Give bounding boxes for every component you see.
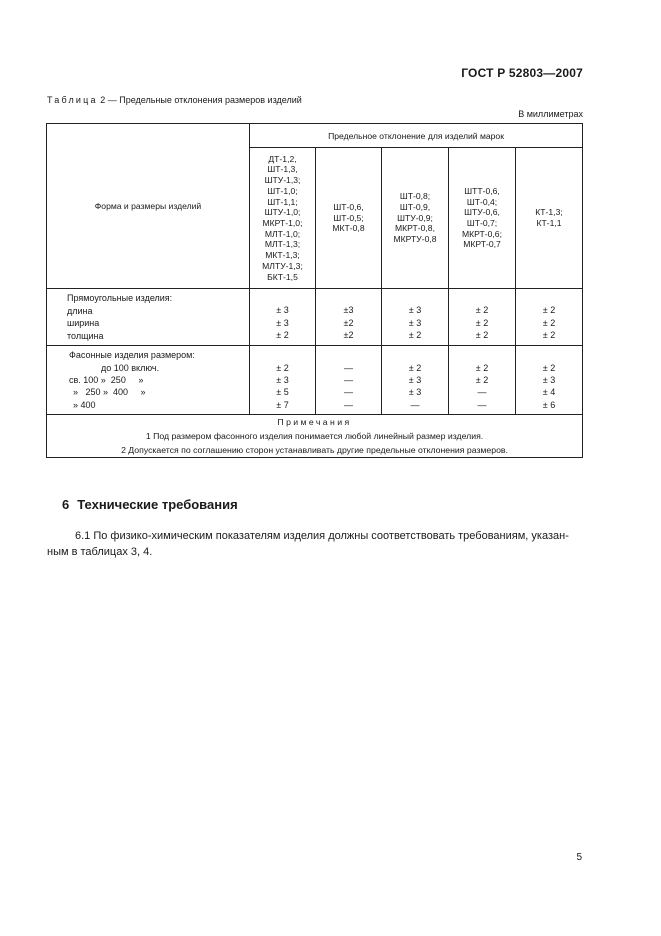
rect-dim-length: длина (67, 305, 93, 316)
value-cell: ± 2 (475, 330, 489, 341)
table-caption-label: Таблица (47, 95, 98, 105)
rect-dim-width: ширина (67, 318, 100, 329)
grade-item: МЛТ-1,3; (264, 239, 301, 250)
value-cell: ± 2 (542, 330, 556, 341)
paragraph-line-1: 6.1 По физико-химическим показателям изделия должны соответствовать требованиям, указан- (75, 530, 569, 542)
table-header-row-1 (47, 124, 583, 148)
table-caption (47, 95, 302, 105)
deviation-table (46, 123, 583, 458)
grade-item: ШТ-0,7; (466, 218, 498, 228)
table-units: В миллиметрах (518, 109, 583, 119)
value-cell: ± 3 (542, 374, 556, 385)
value-cell: ± 3 (408, 387, 422, 398)
grade-item: МЛТУ-1,3; (262, 260, 303, 271)
grade-item: ШТ-1,0; (267, 185, 298, 196)
value-cell: — (344, 399, 353, 410)
grade-col-3 (382, 148, 449, 289)
grade-col-2 (316, 148, 382, 289)
grade-item: ШТ-0,6, (333, 201, 364, 212)
value-cell: ± 3 (276, 317, 289, 328)
value-cell: ± 2 (276, 330, 289, 341)
value-cell: ± 3 (408, 317, 422, 328)
grade-item: МКТ-0,8 (332, 223, 365, 234)
rect-title: Прямоугольные изделия: (67, 293, 173, 303)
value-cell: ±2 (343, 317, 354, 328)
grade-col-5 (516, 148, 583, 289)
value-cell: ± 3 (276, 374, 289, 385)
shaped-size-100-250: св. 100 » 250 » (69, 374, 144, 385)
rect-values-col-4 (449, 289, 516, 346)
paragraph-line-2: ным в таблицах 3, 4. (47, 546, 153, 558)
shaped-size-250-400: » 250 » 400 » (73, 387, 146, 398)
grade-item: МКРТУ-0,8 (393, 234, 437, 245)
grade-item: ШТУ-0,9; (397, 212, 433, 223)
note-item-2: 2 Допускается по соглашению сторон устанавливать другие предельные отклонения размеров. (121, 444, 508, 455)
grade-item: ШТ-0,5; (333, 212, 364, 223)
form-size-header: Форма и размеры изделий (47, 124, 250, 289)
grade-item: КТ-1,1 (536, 218, 562, 228)
grade-item: ШТ-1,3, (267, 164, 298, 175)
table-caption-text: 2 — Предельные отклонения размеров изделий (100, 95, 302, 105)
grades-group-header: Предельное отклонение для изделий марок (250, 124, 583, 148)
value-cell: ± 2 (542, 362, 556, 373)
rect-dim-thickness: толщина (67, 330, 104, 341)
grade-item: МКРТ-0,6; (462, 228, 502, 239)
rect-labels (47, 289, 250, 346)
shaped-values-col-4 (449, 346, 516, 414)
value-cell: ± 2 (542, 305, 556, 316)
grade-item: МКРТ-1,0; (262, 218, 303, 228)
grade-item: ШТ-0,4; (466, 196, 498, 207)
value-cell: ± 2 (475, 374, 489, 385)
rect-values-col-2 (316, 289, 382, 346)
value-cell: ± 6 (542, 399, 556, 410)
shaped-values-col-1 (250, 346, 316, 414)
value-cell: ± 3 (408, 305, 422, 316)
shaped-values-col-2 (316, 346, 382, 414)
value-cell: — (344, 362, 353, 373)
section-paragraph (47, 528, 582, 560)
standard-designation: ГОСТ Р 52803—2007 (461, 66, 583, 80)
value-cell: ±2 (343, 330, 354, 341)
grade-item: ШТУ-1,3; (264, 175, 301, 186)
grade-item: МКТ-1,3; (265, 250, 300, 261)
value-cell: ±3 (343, 305, 354, 316)
shaped-size-up-to-100: до 100 включ. (101, 362, 160, 373)
value-cell: — (410, 399, 420, 410)
section-title: Технические требования (77, 497, 238, 512)
grade-item: ШТТ-0,6, (464, 185, 500, 196)
grade-item: ШТ-0,9, (399, 201, 431, 212)
grade-item: ШТУ-0,6, (464, 207, 500, 218)
shaped-title: Фасонные изделия размером: (69, 350, 195, 361)
shaped-labels (47, 346, 250, 414)
grade-list (250, 154, 315, 282)
grade-item: ДТ-1,2, (268, 153, 297, 164)
shaped-values-col-5 (516, 346, 583, 414)
section-heading (62, 497, 238, 512)
grade-col-1 (250, 148, 316, 289)
notes-row (47, 414, 583, 457)
value-cell: — (344, 374, 353, 385)
value-cell: ± 2 (475, 305, 489, 316)
rect-values-col-5 (516, 289, 583, 346)
value-cell: — (477, 399, 487, 410)
value-cell: ± 7 (276, 399, 289, 410)
value-cell: ± 3 (276, 305, 289, 316)
note-item-1: 1 Под размером фасонного изделия понимается любой линейный размер изделия. (145, 430, 484, 441)
value-cell: ± 2 (542, 317, 556, 328)
shaped-size-over-400: » 400 (73, 399, 96, 410)
grade-col-4 (449, 148, 516, 289)
value-cell: ± 4 (542, 387, 556, 398)
grade-item: МКРТ-0,7 (463, 239, 501, 250)
grade-item: МКРТ-0,8, (395, 223, 435, 234)
value-cell: — (344, 387, 353, 398)
rect-values-col-3 (382, 289, 449, 346)
grade-item: ШТУ-1,0; (264, 207, 301, 218)
shaped-values-col-3 (382, 346, 449, 414)
grade-item: БКТ-1,5 (267, 271, 298, 282)
grade-item: ШТ-1,1; (267, 196, 298, 207)
section-number: 6 (62, 497, 70, 512)
value-cell: ± 3 (408, 374, 422, 385)
grade-item: КТ-1,3; (535, 207, 563, 218)
value-cell: ± 2 (475, 317, 489, 328)
rect-values-col-1 (250, 289, 316, 346)
value-cell: ± 2 (276, 362, 289, 373)
page-number: 5 (576, 852, 582, 863)
shaped-products-row (47, 346, 583, 414)
value-cell: ± 5 (276, 387, 289, 398)
value-cell: ± 2 (475, 362, 489, 373)
rect-products-row (47, 289, 583, 346)
value-cell: — (477, 387, 487, 398)
notes-title: Примечания (277, 416, 352, 427)
notes-cell (47, 414, 583, 457)
value-cell: ± 2 (408, 330, 422, 341)
grade-item: ШТ-0,8; (399, 191, 431, 202)
value-cell: ± 2 (408, 362, 422, 373)
grade-item: МЛТ-1,0; (264, 228, 301, 239)
